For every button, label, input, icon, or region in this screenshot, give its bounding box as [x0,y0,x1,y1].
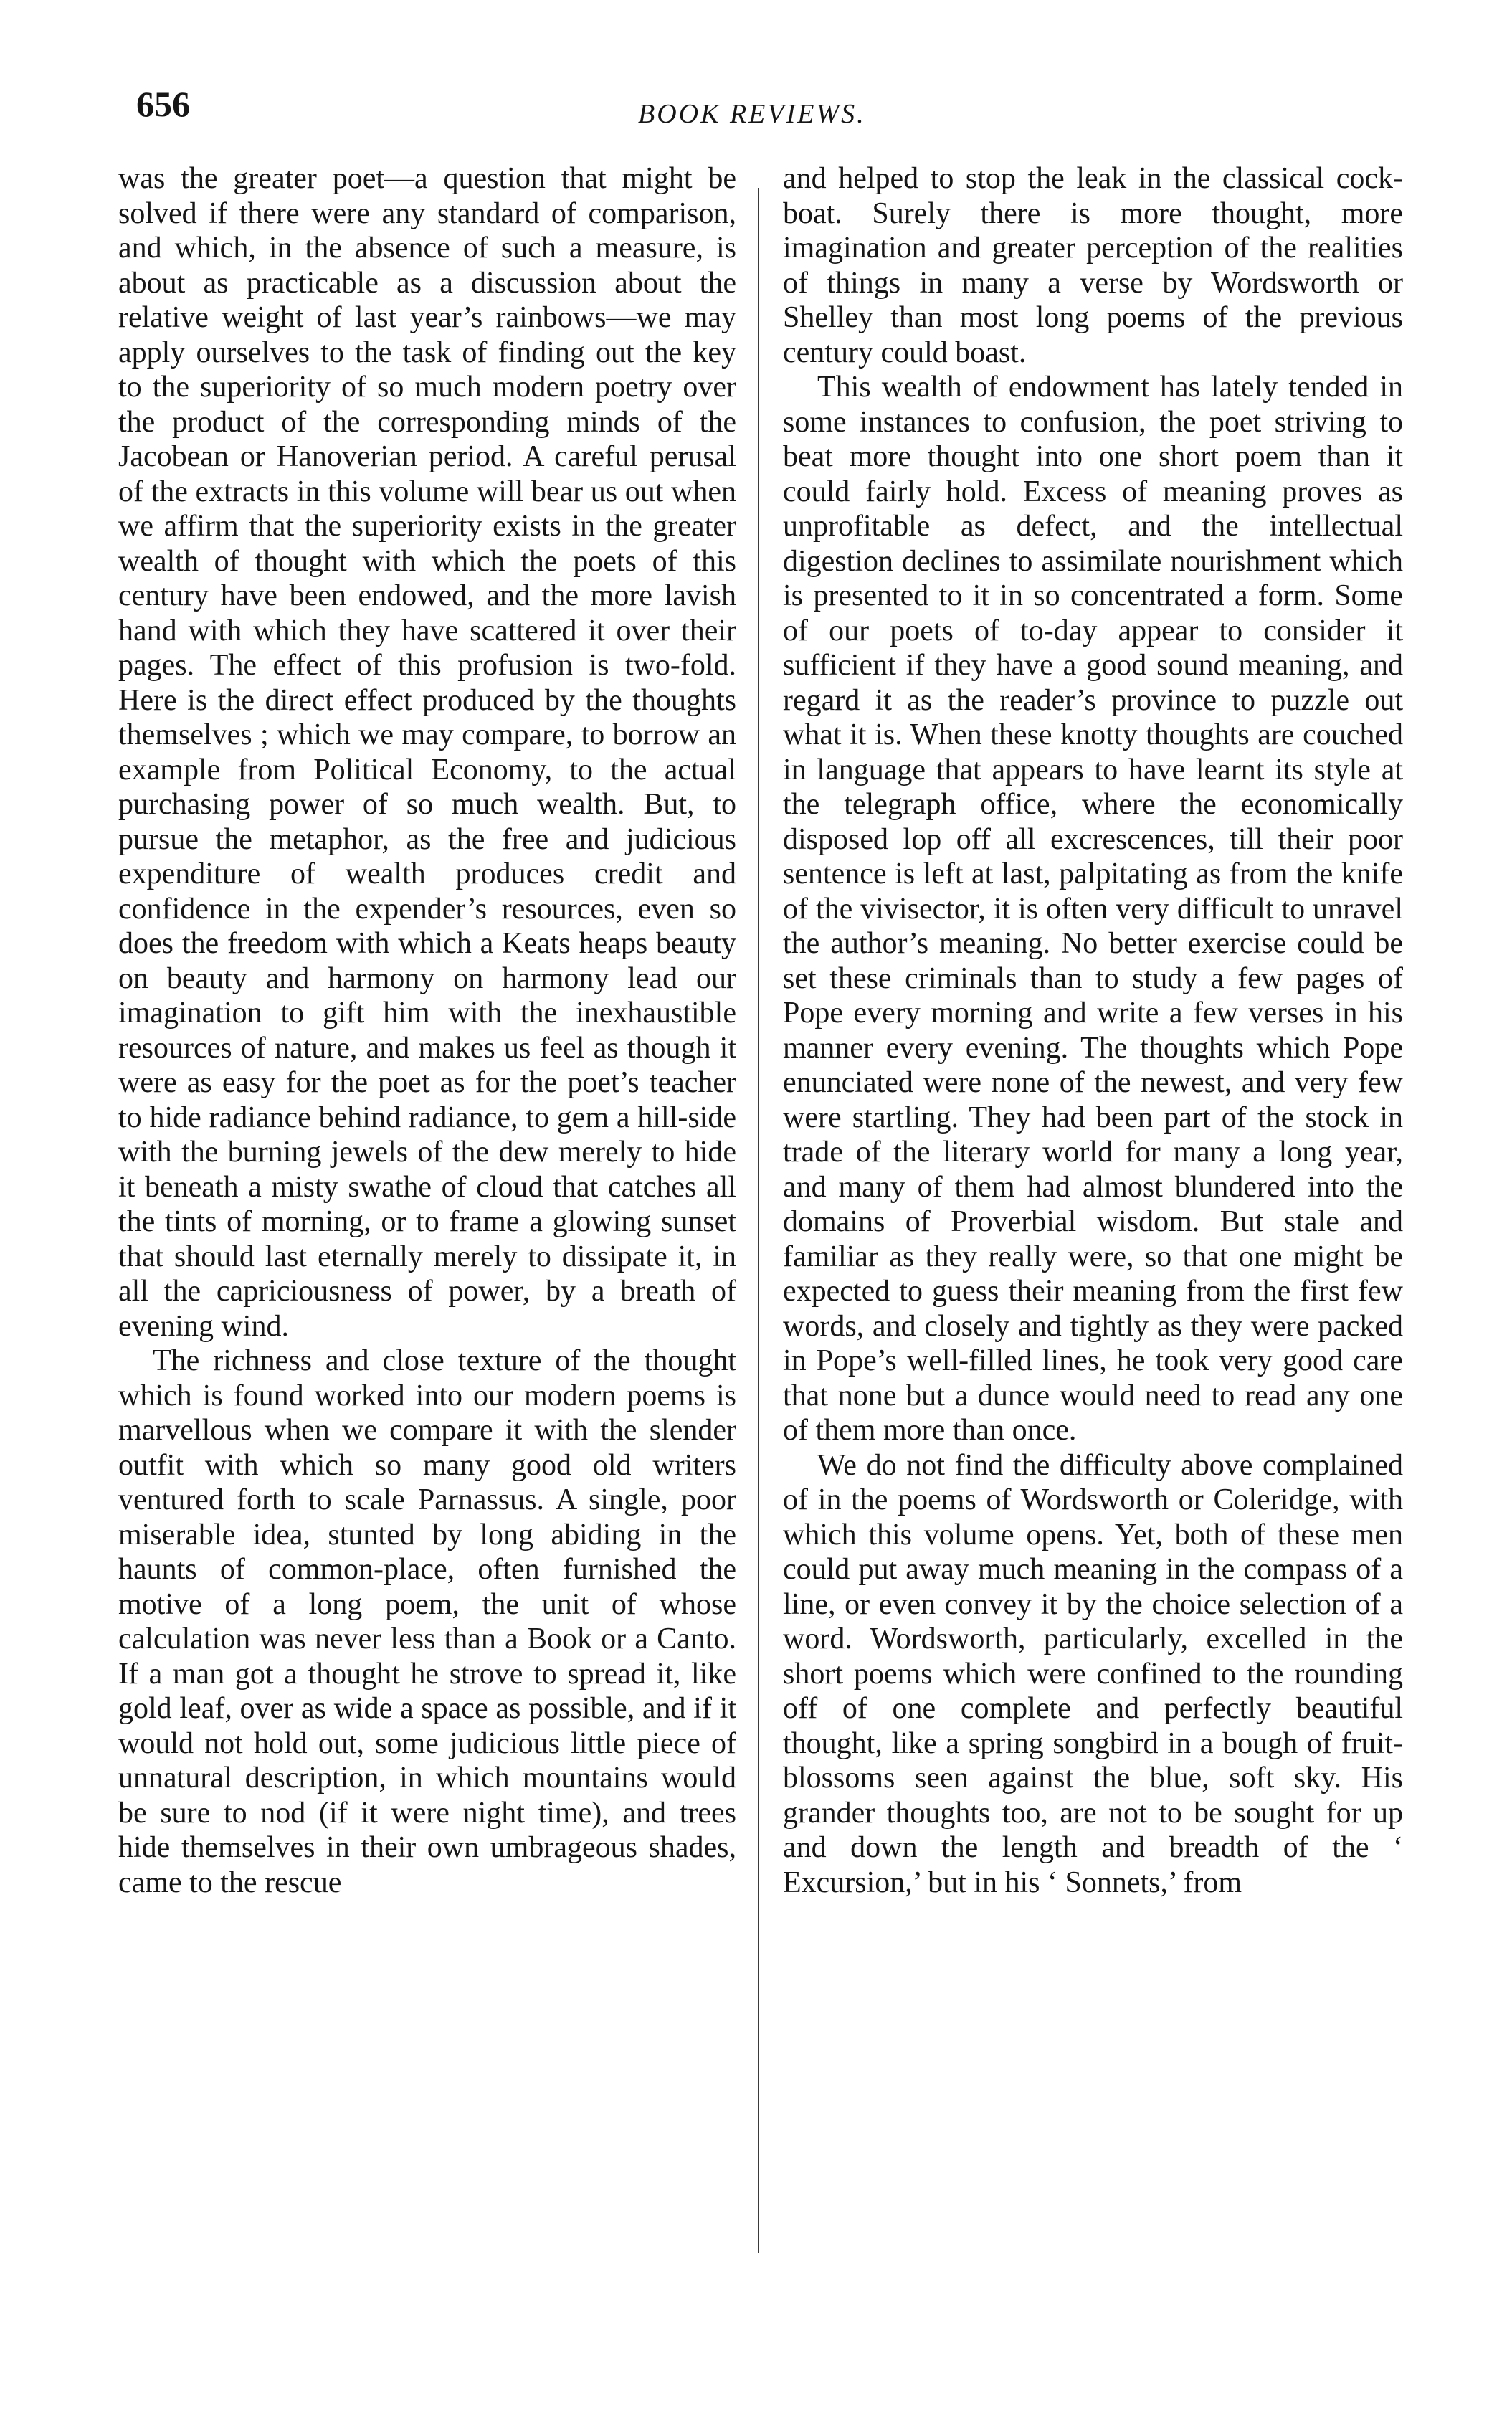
paragraph: was the greater poet—a question that might be solved if there were any standard of comparison, and which, in the absence of such a measure, is about as practicable as a discussion about the relative weight of last year’s rainbows—we may apply ourselves to the task of finding out the key to the superiority of so much modern poetry over the product of the corresponding minds of the Jacobean or Hanoverian period. A careful perusal of the extracts in this volume will bear us out when we affirm that the superiority exists in the greater wealth of thought with which the poets of this century have been endowed, and the more lavish hand with which they have scattered it over their pages. The effect of this profusion is two-fold. Here is the direct effect produced by the thoughts themselves ; which we may compare, to borrow an example from Political Economy, to the actual purchasing power of so much wealth. But, to pursue the metaphor, as the free and judicious expenditure of wealth produces credit and confidence in the expender’s resources, even so does the freedom with which a Keats heaps beauty on beauty and harmony on harmony lead our imagination to gift him with the inexhaustible resources of nature, and makes us feel as though it were as easy for the poet as for the poet’s teacher to hide radiance behind radiance, to gem a hill-side with the burning jewels of the dew merely to hide it beneath a misty swathe of cloud that catches all the tints of morning, or to frame a glowing sunset that should last eternally merely to dissipate it, in all the capriciousness of power, by a breath of evening wind. [118,162,736,1343]
paragraph: We do not find the difficulty above complained of in the poems of Wordsworth or Coleridge, with which this volume opens. Yet, both of these men could put away much meaning in the compass of a line, or even convey it by the choice selection of a word. Wordsworth, particularly, excelled in the short poems which were confined to the rounding off of one complete and perfectly beautiful thought, like a spring songbird in a bough of fruit-blossoms seen against the blue, soft sky. His grander thoughts too, are not to be sought for up and down the length and breadth of the ‘ Excursion,’ but in his ‘ Sonnets,’ from [783,1448,1403,1899]
paragraph: and helped to stop the leak in the classical cock-boat. Surely there is more thought, more imagination and greater perception of the realities of things in many a verse by Wordsworth or Shelley than most long poems of the previous century could boast. [783,162,1403,369]
paragraph: The richness and close texture of the thought which is found worked into our modern poems is marvellous when we compare it with the slender outfit with which so many good old writers ventured forth to scale Parnassus. A single, poor miserable idea, stunted by long abiding in the haunts of common-place, often furnished the motive of a long poem, the unit of whose calculation was never less than a Book or a Canto. If a man got a thought he strove to spread it, like gold leaf, over as wide a space as possible, and if it would not hold out, some judicious little piece of unnatural description, in which mountains would be sure to nod (if it were night time), and trees hide themselves in their own umbrageous shades, came to the rescue [118,1344,736,1899]
left-column [118,161,736,2305]
right-column [783,161,1403,2305]
running-head: BOOK REVIEWS. [638,99,866,129]
paragraph: This wealth of endowment has lately tended in some instances to confusion, the poet striving to beat more thought into one short poem than it could fairly hold. Excess of meaning proves as unprofitable as defect, and the intellectual digestion declines to assimilate nourishment which is presented to it in so concentrated a form. Some of our poets of to-day appear to consider it sufficient if they have a good sound meaning, and regard it as the reader’s province to puzzle out what it is. When these knotty thoughts are couched in language that appears to have learnt its style at the telegraph office, where the economically disposed lop off all excrescences, till their poor sentence is left at last, palpitating as from the knife of the vivisector, it is often very difficult to unravel the author’s meaning. No better exercise could be set these criminals than to study a few pages of Pope every morning and write a few verses in his manner every evening. The thoughts which Pope enunciated were none of the newest, and very few were startling. They had been part of the stock in trade of the literary world for many a long year, and many of them had almost blundered into the domains of Proverbial wisdom. But stale and familiar as they really were, so that one might be expected to guess their meaning from the first few words, and closely and tightly as they were packed in Pope’s well-filled lines, he took very good care that none but a dunce would need to read any one of them more than once. [783,371,1403,1447]
page-number: 656 [136,84,190,124]
column-divider [758,188,759,2253]
